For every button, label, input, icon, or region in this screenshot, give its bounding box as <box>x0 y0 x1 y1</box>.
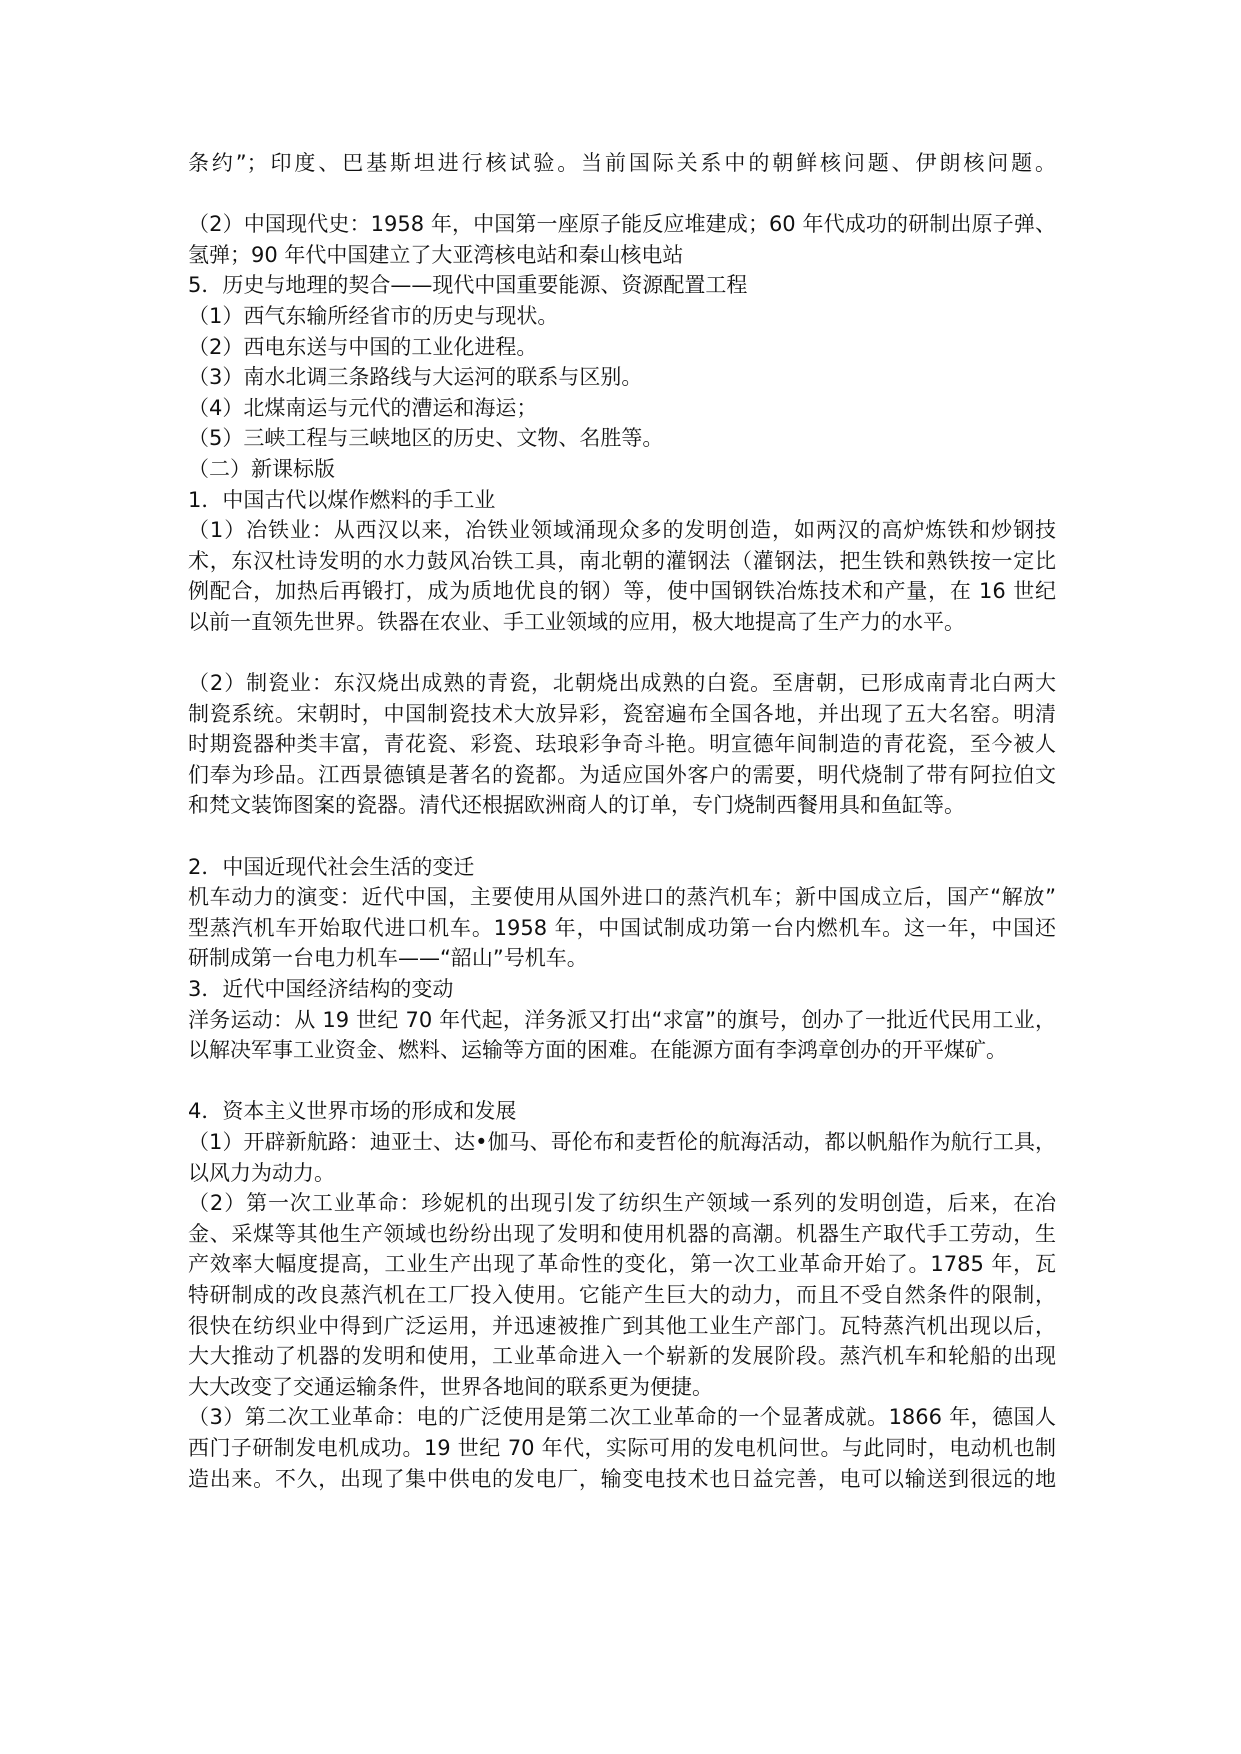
text-line: 洋务运动：从 19 世纪 70 年代起，洋务派又打出“求富”的旗号，创办了一批近代民用工业， <box>188 1007 1056 1032</box>
text-line: 以风力为动力。 <box>188 1160 335 1185</box>
list-item: （3）南水北调三条路线与大运河的联系与区别。 <box>188 365 643 390</box>
text-line: 以解决军事工业资金、燃料、运输等方面的困难。在能源方面有李鸿章创办的开平煤矿。 <box>188 1038 1007 1063</box>
text-line: 型蒸汽机车开始取代进口机车。1958 年，中国试制成功第一台内燃机车。这一年，中国还 <box>188 915 1056 940</box>
section-heading: 2．中国近现代社会生活的变迁 <box>188 854 475 879</box>
text-line: 氢弹；90 年代中国建立了大亚湾核电站和秦山核电站 <box>188 242 684 267</box>
section-heading: 4．资本主义世界市场的形成和发展 <box>188 1099 517 1124</box>
text-line: 大大改变了交通运输条件，世界各地间的联系更为便捷。 <box>188 1374 713 1399</box>
text-line: 很快在纺织业中得到广泛运用，并迅速被推广到其他工业生产部门。瓦特蒸汽机出现以后， <box>188 1313 1056 1338</box>
text-line: （2）第一次工业革命：珍妮机的出现引发了纺织生产领域一系列的发明创造，后来，在冶 <box>188 1191 1056 1216</box>
section-heading: （二）新课标版 <box>188 456 335 481</box>
text-line: 产效率大幅度提高，工业生产出现了革命性的变化，第一次工业革命开始了。1785 年，瓦 <box>188 1252 1056 1277</box>
text-line: 大大推动了机器的发明和使用，工业革命进入一个崭新的发展阶段。蒸汽机车和轮船的出现 <box>188 1344 1056 1369</box>
paragraph-gap <box>188 638 1056 669</box>
text-line: 制瓷系统。宋朝时，中国制瓷技术大放异彩，瓷窑遍布全国各地，并出现了五大名窑。明清 <box>188 701 1056 726</box>
text-line: （2）制瓷业：东汉烧出成熟的青瓷，北朝烧出成熟的白瓷。至唐朝，已形成南青北白两大 <box>188 671 1056 696</box>
text-line: 和梵文装饰图案的瓷器。清代还根据欧洲商人的订单，专门烧制西餐用具和鱼缸等。 <box>188 793 965 818</box>
text-line: 西门子研制发电机成功。19 世纪 70 年代，实际可用的发电机问世。与此同时，电动机也制 <box>188 1435 1056 1460</box>
text-line: 例配合，加热后再锻打，成为质地优良的钢）等，使中国钢铁冶炼技术和产量，在 16 世纪 <box>188 579 1056 604</box>
text-line: 金、采煤等其他生产领域也纷纷出现了发明和使用机器的高潮。机器生产取代手工劳动，生 <box>188 1221 1056 1246</box>
section-heading: 1．中国古代以煤作燃料的手工业 <box>188 487 496 512</box>
section-heading: 3．近代中国经济结构的变动 <box>188 977 454 1002</box>
text-line: 以前一直领先世界。铁器在农业、手工业领域的应用，极大地提高了生产力的水平。 <box>188 609 965 634</box>
text-line: 机车动力的演变：近代中国，主要使用从国外进口的蒸汽机车；新中国成立后，国产“解放” <box>188 885 1056 910</box>
text-line: 们奉为珍品。江西景德镇是著名的瓷都。为适应国外客户的需要，明代烧制了带有阿拉伯文 <box>188 762 1056 787</box>
text-line: 条约”；印度、巴基斯坦进行核试验。当前国际关系中的朝鲜核问题、伊朗核问题。 <box>188 151 1056 175</box>
paragraph-gap <box>188 179 1056 210</box>
text-line: 时期瓷器种类丰富，青花瓷、彩瓷、珐琅彩争奇斗艳。明宣德年间制造的青花瓷，至今被人 <box>188 732 1056 757</box>
paragraph-gap <box>188 821 1056 852</box>
paragraph-gap <box>188 1066 1056 1097</box>
list-item: （4）北煤南运与元代的漕运和海运； <box>188 395 538 420</box>
text-line: （2）中国现代史：1958 年，中国第一座原子能反应堆建成；60 年代成功的研制出原子弹、 <box>188 212 1056 237</box>
text-line: 特研制成的改良蒸汽机在工厂投入使用。它能产生巨大的动力，而且不受自然条件的限制， <box>188 1282 1056 1307</box>
text-line: （3）第二次工业革命：电的广泛使用是第二次工业革命的一个显著成就。1866 年，德国人 <box>188 1405 1056 1430</box>
text-line: （1）开辟新航路：迪亚士、达•伽马、哥伦布和麦哲伦的航海活动，都以帆船作为航行工具， <box>188 1130 1056 1154</box>
text-line: （1）冶铁业：从西汉以来，冶铁业领域涌现众多的发明创造，如两汉的高炉炼铁和炒钢技 <box>188 518 1056 543</box>
list-item: （2）西电东送与中国的工业化进程。 <box>188 334 538 359</box>
list-item: （5）三峡工程与三峡地区的历史、文物、名胜等。 <box>188 426 664 451</box>
text-line: 研制成第一台电力机车——“韶山”号机车。 <box>188 946 588 971</box>
text-line: 造出来。不久，出现了集中供电的发电厂，输变电技术也日益完善，电可以输送到很远的地 <box>188 1466 1056 1491</box>
text-line: 术，东汉杜诗发明的水力鼓风冶铁工具，南北朝的灌钢法（灌钢法，把生铁和熟铁按一定比 <box>188 548 1056 573</box>
section-heading: 5．历史与地理的契合——现代中国重要能源、资源配置工程 <box>188 273 748 298</box>
document-page <box>188 148 1056 1494</box>
list-item: （1）西气东输所经省市的历史与现状。 <box>188 303 559 328</box>
